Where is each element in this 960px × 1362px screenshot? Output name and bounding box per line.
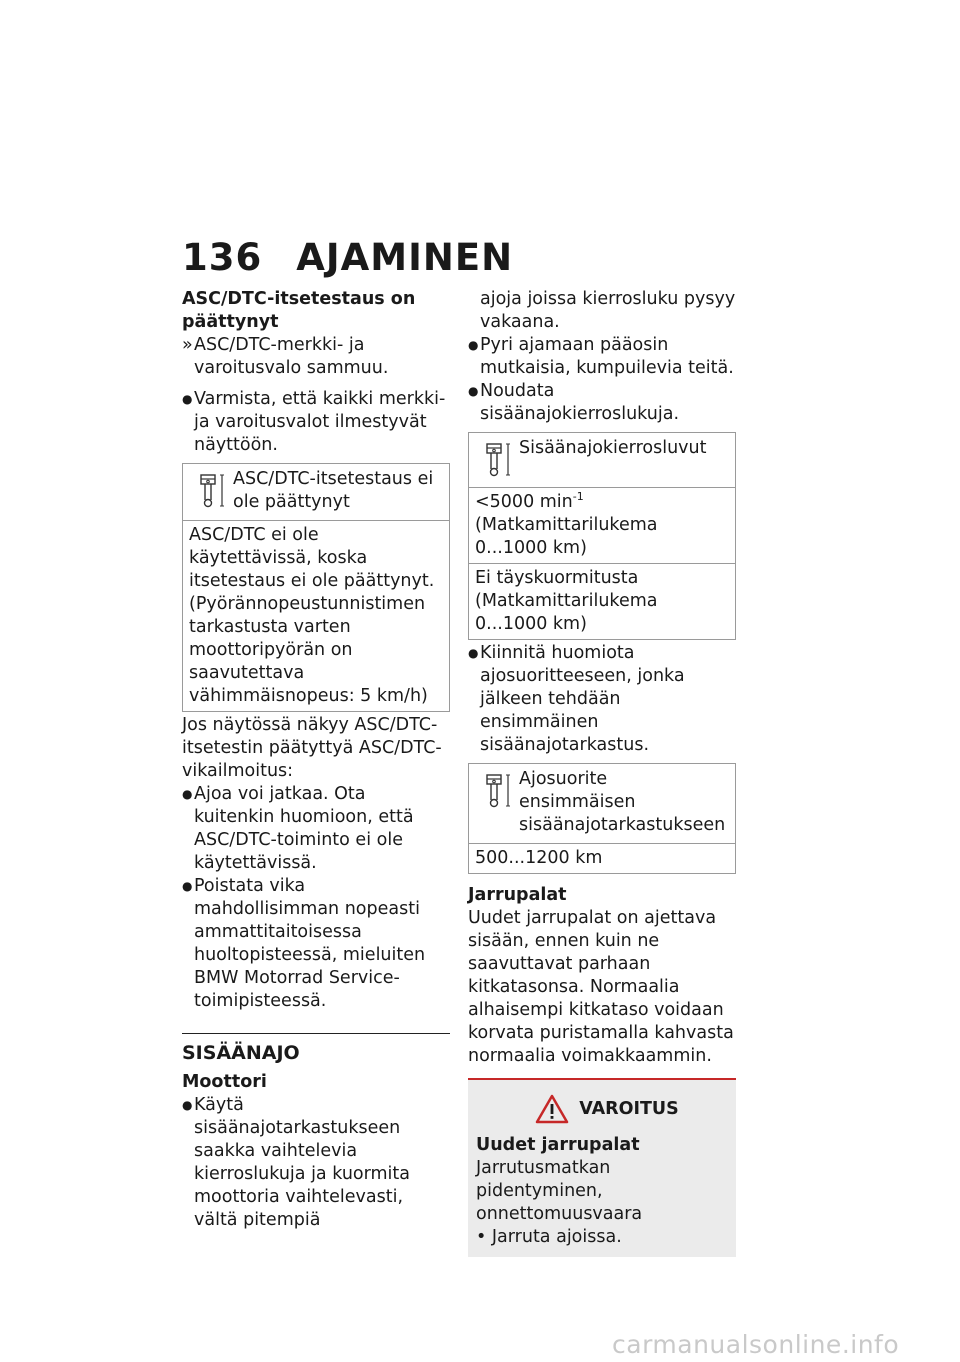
list-item <box>468 380 736 426</box>
table-row: Ei täyskuormitusta (Matkamittarilukema 0...1000 km) <box>469 563 735 639</box>
section-title: AJAMINEN <box>296 236 514 279</box>
brake-pads-paragraph: Uudet jarrupalat on ajettava sisään, ennen kuin ne saavuttavat parhaan kitkatasonsa. Normaalia alhaisempi kitkataso voidaan korvata puristamalla kahvasta normaalia voimakkaammin. <box>468 908 734 1066</box>
break-in-heading: SISÄÄNAJO <box>182 1042 300 1064</box>
section-divider <box>182 1033 450 1034</box>
fault-paragraph: Jos näytössä näkyy ASC/DTC-itsetestin päätyttyä ASC/DTC-vikailmoitus: <box>182 715 442 781</box>
table-body: ASC/DTC ei ole käytettävissä, koska itsetestaus ei ole päättynyt. (Pyörännopeustunnistimen tarkastusta varten moottoripyörän on saavutettava vähimmäisnopeus: 5 km/h) <box>183 520 449 711</box>
list-item <box>182 388 450 457</box>
bullet-icon: • <box>476 1227 492 1247</box>
page-number: 136 <box>182 236 263 279</box>
result-arrow-icon: » <box>182 335 193 355</box>
continued-text: ajoja joissa kierrosluku pysyy vakaana. <box>480 289 736 332</box>
warning-triangle-icon <box>535 1094 569 1124</box>
table-header <box>469 433 735 487</box>
break-in-rpm-table <box>468 432 736 640</box>
warning-text: Jarrutusmatkan pidentyminen, onnettomuusvaara <box>476 1158 643 1224</box>
bullet-icon: ● <box>468 384 479 398</box>
result-text: ASC/DTC-merkki- ja varoitusvalo sammuu. <box>194 335 389 378</box>
bullet-icon: ● <box>182 787 193 801</box>
list-item-text: Noudata sisäänajokierroslukuja. <box>480 381 680 424</box>
rpm-unit-exponent: -1 <box>572 490 584 504</box>
list-item-text: Poistata vika mahdollisimman nopeasti ammattitaitoisessa huoltopisteessä, mieluiten BMW Motorrad Service-toimipisteessä. <box>194 876 426 1011</box>
list-item-text: Ajoa voi jatkaa. Ota kuitenkin huomioon, että ASC/DTC-toiminto ei ole käytettävissä. <box>194 784 414 873</box>
bullet-icon: ● <box>468 646 479 660</box>
table-header-text: ASC/DTC-itsetestaus ei ole päättynyt <box>233 469 434 512</box>
warning-heading: Uudet jarrupalat <box>476 1135 640 1155</box>
rpm-limit-value: <5000 min <box>475 492 573 512</box>
engine-piston-icon <box>483 441 513 479</box>
bullet-icon: ● <box>182 392 193 406</box>
list-item-text: Käytä sisäänajotarkastukseen saakka vaihtelevia kierroslukuja ja kuormita moottoria vaihtelevasti, vältä pitempiä <box>194 1095 410 1230</box>
list-item <box>468 334 736 380</box>
table-header <box>183 464 449 520</box>
left-column <box>182 288 450 1232</box>
list-item-text: Pyri ajamaan pääosin mutkaisia, kumpuilevia teitä. <box>480 335 734 378</box>
table-header-text: Ajosuorite ensimmäisen sisäänajotarkastukseen <box>519 769 726 835</box>
engine-piston-icon <box>483 772 513 810</box>
selftest-note-table <box>182 463 450 712</box>
warning-title: VAROITUS <box>579 1098 679 1119</box>
rpm-limit-odometer: (Matkamittarilukema 0...1000 km) <box>475 515 658 558</box>
table-header <box>469 764 735 843</box>
list-item-text: Varmista, että kaikki merkki- ja varoitusvalot ilmestyvät näyttöön. <box>194 389 446 455</box>
warning-action-text: Jarruta ajoissa. <box>491 1227 622 1247</box>
bullet-icon: ● <box>182 879 193 893</box>
watermark: carmanualsonline.info <box>612 1330 900 1359</box>
engine-subheading: Moottori <box>182 1072 267 1092</box>
result-item <box>182 334 450 380</box>
table-row: 500...1200 km <box>469 843 735 873</box>
table-header-text: Sisäänajokierrosluvut <box>519 438 707 458</box>
warning-action <box>476 1226 728 1249</box>
list-item-text: Kiinnitä huomiota ajosuoritteeseen, jonka jälkeen tehdään ensimmäinen sisäänajotarkastus. <box>480 643 685 755</box>
bullet-icon: ● <box>182 1098 193 1112</box>
list-item <box>182 783 450 875</box>
list-item <box>182 1094 450 1232</box>
warning-box <box>468 1078 736 1257</box>
list-item <box>468 642 736 757</box>
brake-pads-heading: Jarrupalat <box>468 885 567 905</box>
list-item <box>182 875 450 1013</box>
warning-title-row <box>486 1094 728 1124</box>
page-header <box>182 236 513 279</box>
selftest-complete-heading: ASC/DTC-itsetestaus on päättynyt <box>182 289 416 332</box>
engine-piston-icon <box>197 472 227 510</box>
right-column <box>468 288 736 1257</box>
bullet-icon: ● <box>468 338 479 352</box>
table-row <box>469 487 735 563</box>
first-inspection-table <box>468 763 736 874</box>
